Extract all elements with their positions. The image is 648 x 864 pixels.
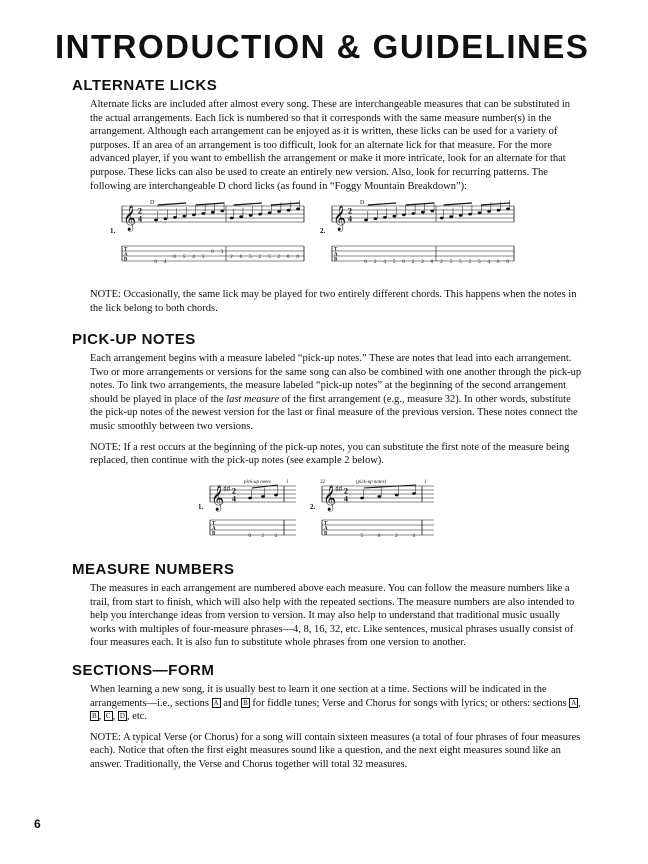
note-head xyxy=(248,497,252,500)
tab-fret-number: 4 xyxy=(163,258,167,265)
note-head xyxy=(277,210,281,213)
tab-fret-number: 0 xyxy=(496,258,500,265)
note-head xyxy=(497,209,501,212)
note-head xyxy=(478,211,482,214)
note-beam xyxy=(271,203,299,205)
lick-notation-1 xyxy=(110,198,306,278)
note-head xyxy=(249,214,253,217)
treble-clef: 𝄞 xyxy=(211,485,225,510)
note-head xyxy=(383,216,387,219)
tab-fret-number: 2 xyxy=(258,253,262,260)
tab-label-t: T xyxy=(324,521,328,527)
section-alternate-licks xyxy=(72,78,584,193)
treble-clef: 𝄞 xyxy=(123,205,137,230)
note-beam xyxy=(234,203,262,205)
pickup-notes-note: NOTE: If a rest occurs at the beginning of the pick-up notes, you can substitute the first note of the measure being replaced, then continue with the pick-up notes (see example 2 below). xyxy=(90,441,570,467)
example-number: 1. xyxy=(198,503,204,511)
tab-label-b: B xyxy=(212,531,216,537)
example-number: 2. xyxy=(320,227,326,235)
tab-fret-number: 5 xyxy=(449,258,453,265)
key-signature: ♯♯ xyxy=(223,485,230,493)
note-head xyxy=(230,217,234,220)
note-head xyxy=(412,492,416,495)
heading-pickup-notes: PICK-UP NOTES xyxy=(72,331,196,348)
tab-label-t: T xyxy=(124,247,128,253)
note-head xyxy=(261,495,265,498)
tab-fret-number: 2 xyxy=(373,258,377,265)
tab-fret-number: 5 xyxy=(201,253,205,260)
note-head xyxy=(164,217,168,220)
note-head xyxy=(430,210,434,213)
note-head xyxy=(239,215,243,218)
tab-fret-number: 2 xyxy=(421,258,424,265)
tab-fret-number: 2 xyxy=(261,532,264,539)
tab-label-t: T xyxy=(334,247,338,253)
note-beam xyxy=(444,203,472,205)
sections-form-note: NOTE: A typical Verse (or Chorus) for a song will contain sixteen measures (a total of four phrases of four measures each). Notice that often the first eight measures sound like a question, and the next eight measures sound like an answer. Traditionally, the Verse and Chorus together will total 32 measures. xyxy=(90,731,581,770)
tab-fret-number: 0 xyxy=(248,532,251,539)
note-head xyxy=(220,210,224,213)
sep-1: , xyxy=(578,697,581,709)
note-head xyxy=(487,210,491,213)
alternate-licks-note-block xyxy=(72,288,584,315)
tab-fret-number: 0 xyxy=(173,253,176,260)
measure-number-left: 32 xyxy=(320,480,325,485)
sections-body-part-3: , etc. xyxy=(126,711,148,723)
note-head xyxy=(459,214,463,217)
measure-number-right: 1 xyxy=(424,480,427,485)
tab-fret-number: 2 xyxy=(468,258,472,265)
section-label-b: B xyxy=(243,698,248,707)
sep-2: , xyxy=(98,711,104,723)
note-head xyxy=(183,215,187,218)
note-head xyxy=(296,208,300,211)
time-signature-bottom: 4 xyxy=(138,214,142,224)
chord-symbol: D xyxy=(360,200,365,206)
tab-label-b: B xyxy=(324,531,328,537)
pickup-label: (pick-up notes) xyxy=(356,480,387,485)
heading-sections-form: SECTIONS—FORM xyxy=(72,662,215,679)
tab-fret-number: 0 xyxy=(239,253,243,260)
heading-measure-numbers: MEASURE NUMBERS xyxy=(72,561,235,578)
tab-fret-number: 0 xyxy=(364,258,367,265)
pickup-label: pick-up notes xyxy=(244,480,271,485)
tab-fret-number: 4 xyxy=(383,258,386,265)
tab-fret-number: 0 xyxy=(154,258,157,265)
section-label-b-2: B xyxy=(92,712,97,721)
time-signature-top: 2 xyxy=(344,486,348,496)
note-head xyxy=(506,208,510,211)
chord-symbol: D xyxy=(150,200,155,206)
pickup-body-emphasis: last measure xyxy=(226,393,280,405)
tab-fret-number: 5 xyxy=(478,258,481,265)
tab-fret-number: 4 xyxy=(192,253,195,260)
note-beam xyxy=(196,203,224,205)
tab-fret-number: 4 xyxy=(487,258,491,265)
tab-fret-number: 4 xyxy=(274,532,277,539)
time-signature-top: 2 xyxy=(138,206,142,216)
tab-fret-number: 3 xyxy=(220,248,224,255)
page-title: INTRODUCTION & GUIDELINES xyxy=(55,28,590,65)
time-signature-bottom: 4 xyxy=(344,494,348,504)
note-beam xyxy=(406,203,434,205)
tab-fret-number: 5 xyxy=(249,253,252,260)
note-beam xyxy=(481,203,509,205)
lick-example-1 xyxy=(110,198,306,278)
pickup-body-part-1: Each arrangement begins with a measure labeled “pick-up notes.” These are notes that lead into each arrangement. Two or more arrangements or versions for the same song can also be combined with one another through the pick-up notes. To link two arrangements, the measure labeled “pick-up notes” at the beginning of the second arrangement should be played in place of the xyxy=(90,353,582,405)
note-head xyxy=(360,497,364,500)
tab-fret-number: 0 xyxy=(211,248,214,255)
tab-fret-number: 2 xyxy=(395,532,398,539)
tab-fret-number: 2 xyxy=(440,258,443,265)
pickup-body-part-2: of the first arrangement (e.g., measure 32). In other words, substitute the pick-up notes of the newest version for the last or final measure of the previous version. These notes connect the music smoothly between two versions. xyxy=(90,393,578,432)
alternate-licks-note: NOTE: Occasionally, the same lick may be played for two entirely different chords. This happens when the notes in the lick belong to both chords. xyxy=(90,289,577,314)
tab-fret-number: 5 xyxy=(360,532,363,539)
note-head xyxy=(201,212,205,215)
tab-fret-number: 0 xyxy=(430,258,434,265)
tab-fret-number: 0 xyxy=(377,532,381,539)
note-beam xyxy=(368,203,396,205)
pickup-notes-body xyxy=(72,352,584,434)
tab-fret-number: 5 xyxy=(392,258,396,265)
example-number: 1. xyxy=(110,227,116,235)
tab-fret-number: 0 xyxy=(506,258,509,265)
tab-fret-number: 0 xyxy=(286,253,290,260)
note-head xyxy=(274,494,278,497)
lick-example-2 xyxy=(320,198,516,278)
tab-label-a: A xyxy=(124,252,128,258)
tab-fret-number: 0 xyxy=(402,258,405,265)
tab-fret-number: 2 xyxy=(230,253,233,260)
note-head xyxy=(211,211,215,214)
pickup-example-2 xyxy=(310,476,436,546)
note-head xyxy=(268,211,272,214)
tab-fret-number: 5 xyxy=(459,258,462,265)
section-label-a: A xyxy=(213,698,219,707)
note-head xyxy=(258,213,262,216)
tab-label-b: B xyxy=(334,257,338,263)
note-head xyxy=(154,219,158,222)
tab-label-a: A xyxy=(324,526,328,532)
tab-label-a: A xyxy=(212,526,216,532)
tab-label-t: T xyxy=(212,521,216,527)
treble-clef: 𝄞 xyxy=(333,205,347,230)
note-head xyxy=(449,215,453,218)
sections-body-part-1: When learning a new song, it is usually best to learn it one section at a time. Sections will be indicated in the arrangements—i.e., sections xyxy=(90,684,547,709)
note-head xyxy=(468,213,472,216)
sep-3: , xyxy=(112,711,118,723)
note-head xyxy=(287,209,291,212)
tab-fret-number: 0 xyxy=(296,253,299,260)
time-signature-top: 2 xyxy=(232,486,236,496)
note-head xyxy=(411,212,415,215)
tab-fret-number: 2 xyxy=(277,253,281,260)
note-head xyxy=(395,494,399,497)
note-head xyxy=(173,216,177,219)
note-beam xyxy=(158,203,186,205)
time-signature-top: 2 xyxy=(348,206,352,216)
tab-label-b: B xyxy=(124,257,128,263)
treble-clef: 𝄞 xyxy=(323,485,337,510)
tab-fret-number: 5 xyxy=(182,253,186,260)
section-label-d: D xyxy=(119,712,125,721)
sections-form-body: When learning a new song, it is usually best to learn it one section at a time. Sections will be indicated in the arrangements—i.e., sections A and B for fiddle tunes; Verse and Chorus for songs with lyrics; or others: sections A , B , C , D , etc. xyxy=(90,684,581,723)
section-label-c: C xyxy=(105,712,111,721)
key-signature: ♯♯ xyxy=(335,485,342,493)
pickup-notation-2 xyxy=(310,476,436,546)
measure-numbers-body: The measures in each arrangement are numbered above each measure. You can follow the measure numbers like a trail, from start to finish, which will also help with the repeated sections. The measure numbers are also intended to help you interchange ideas from version to version. It may also help to understand that traditional music usually works with multiples of four-measure phrases—4, 8, 16, 32, etc. Like sentences, musical phrases usually consist of four measures each. It is also fun to substitute whole phrases from one version to another. xyxy=(90,583,575,649)
tab-fret-number: 2 xyxy=(411,258,415,265)
page-number: 6 xyxy=(34,817,41,831)
section-pickup-notes xyxy=(72,332,584,468)
tab-label-a: A xyxy=(334,252,338,258)
section-sections-form xyxy=(72,663,584,772)
note-head xyxy=(377,495,381,498)
note-head xyxy=(402,213,406,216)
measure-number-right: 1 xyxy=(286,480,289,485)
note-head xyxy=(364,219,368,222)
section-label-a-2: A xyxy=(571,698,577,707)
pickup-notation-1 xyxy=(198,476,298,546)
alternate-licks-body: Alternate licks are included after almost every song. These are interchangeable measures that can be substituted in the actual arrangements. Each lick is numbered so that it corresponds with the same measure number(s) in the arrangement. Although each arrangement can be enjoyed as it is written, these licks can be used for a variety of purposes. If an area of an arrangement is too difficult, look for an alternate lick for that measure. For the more advanced player, if you want to embellish the arrangement or make it more intricate, look for an alternate for that purpose. These licks can also be used to create an entirely new version. Also, look for recurring patterns. The following are interchangeable D chord licks (as found in “Foggy Mountain Breakdown”): xyxy=(90,99,570,192)
sections-body-part-2: for fiddle tunes; Verse and Chorus for songs with lyrics; or others: sections xyxy=(249,697,570,709)
lick-notation-2 xyxy=(320,198,516,278)
tab-fret-number: 5 xyxy=(268,253,271,260)
note-head xyxy=(440,217,444,220)
note-head xyxy=(393,215,397,218)
note-head xyxy=(421,211,425,214)
example-number: 2. xyxy=(310,503,316,511)
note-beam xyxy=(364,485,416,488)
note-head xyxy=(192,213,196,216)
section-measure-numbers xyxy=(72,562,584,650)
pickup-example-1 xyxy=(198,476,298,546)
tab-fret-number: 4 xyxy=(412,532,415,539)
time-signature-bottom: 4 xyxy=(232,494,236,504)
heading-alternate-licks: ALTERNATE LICKS xyxy=(72,77,218,94)
time-signature-bottom: 4 xyxy=(348,214,352,224)
note-head xyxy=(374,217,378,220)
